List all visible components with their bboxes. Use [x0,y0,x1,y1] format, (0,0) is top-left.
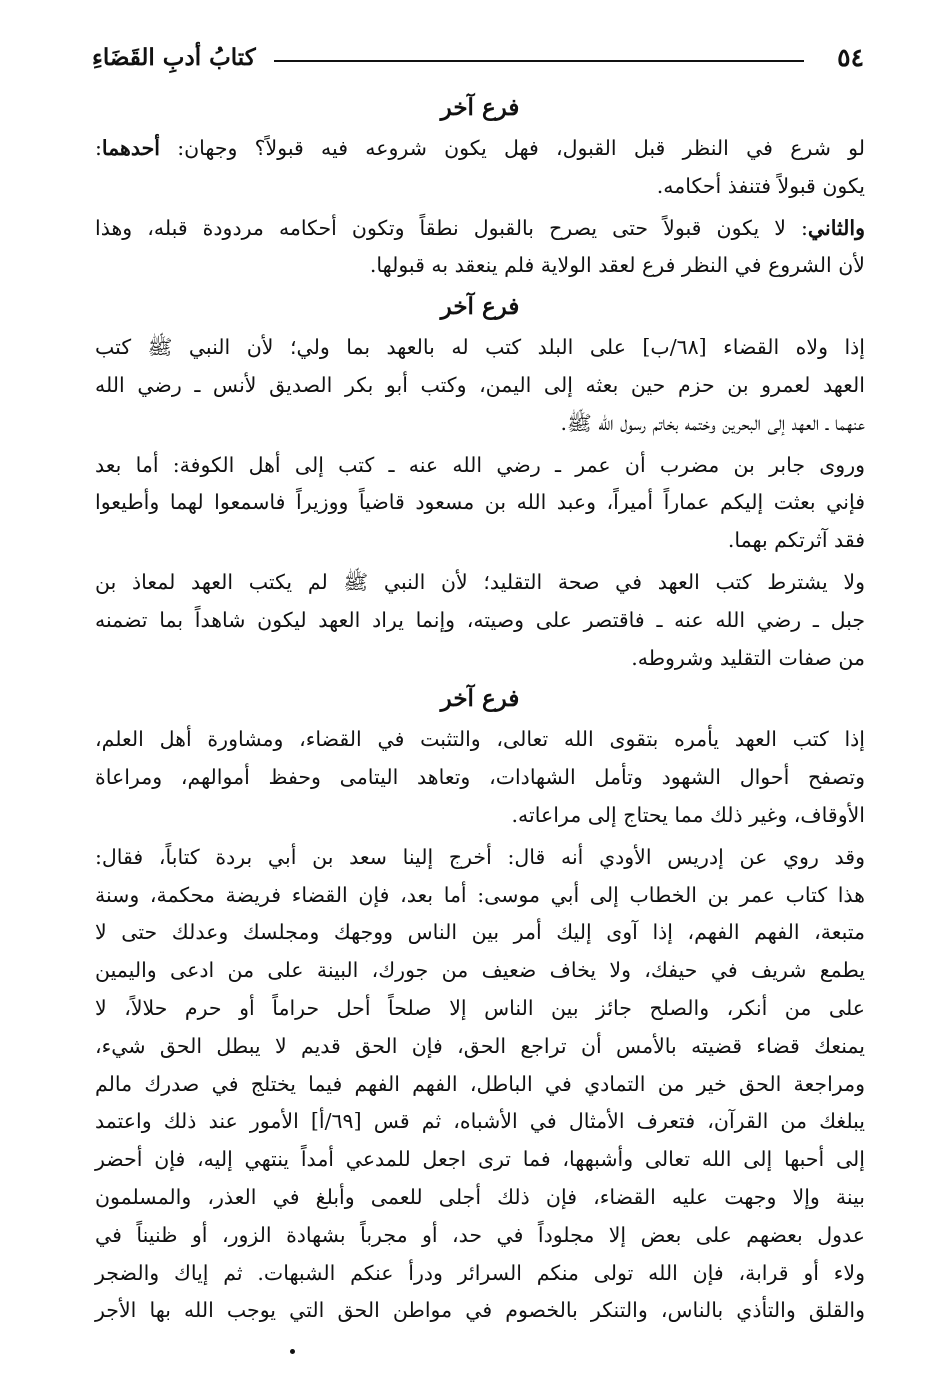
paragraph [95,130,865,206]
text-line [95,329,865,367]
text-run: فقد آثرتكم بهما. [727,528,865,553]
paragraph [95,564,865,677]
text-line [95,914,865,952]
text-line [95,1255,865,1293]
text-line [95,1028,865,1066]
text-run: ومراجعة الحق خير من التمادي في الباطل، الفهم الفهم فيما يختلج في صدرك مالم [95,1071,865,1096]
text-run: يبلغك من القرآن، فتعرف الأمثال في الأشباه، ثم قس [٦٩/أ] الأمور عند ذلك واعتمد [95,1109,865,1134]
text-run: ولاء أو قرابة، فإن الله تولى منكم السرائر ودرأ عنكم الشبهات. ثم إياك والضجر [95,1260,865,1285]
text-line [95,484,865,522]
text-run: وتصفح أحوال الشهود وتأمل الشهادات، وتعاهد اليتامى وحفظ أموالهم، ومراعاة [95,765,865,790]
text-line [95,797,865,835]
text-run: على من أنكر، والصلح جائز بين الناس إلا صلحاً أحل حراماً أو حرم حلالاً، لا [95,995,865,1020]
page-body [95,88,865,1334]
text-run: الأوقاف، وغير ذلك مما يحتاج إلى مراعاته. [511,802,865,827]
paragraph [95,447,865,560]
text-line [95,1103,865,1141]
paragraph [95,839,865,1330]
text-line [95,759,865,797]
text-run: متبعة، الفهم الفهم، إذا آوى إليك أمر بين الناس ووجهك ومجلسك وعدلك حتى لا [95,920,865,945]
text-line [95,247,865,285]
text-run: هذا كتاب عمر بن الخطاب إلى أبي موسى: أما بعد، فإن القضاء فريضة محكمة، وسنة [95,882,865,907]
text-line [95,1066,865,1104]
text-line [95,990,865,1028]
text-line [95,405,865,443]
text-run: إذا ولاه القضاء [٦٨/ب] على البلد كتب له بالعهد بما ولي؛ لأن النبي ﷺ كتب [95,335,865,360]
running-head [92,38,864,78]
text-run: العهد لعمرو بن حزم حين بعثه إلى اليمن، وكتب أبو بكر الصديق لأنس ـ رضي الله [95,372,865,397]
text-run: يكون قبولاً فتنفذ أحكامه. [656,173,865,198]
text-line [95,447,865,485]
text-line [95,522,865,560]
text-line [95,839,865,877]
text-line [95,168,865,206]
text-line [95,877,865,915]
text-run: إلى أحبها إلى الله تعالى وأشبهها، فما ترى اجعل للمدعي أمداً ينتهي إليه، فإن أحضر [95,1147,865,1172]
paragraph [95,721,865,834]
text-line [95,602,865,640]
text-line [95,367,865,405]
text-line [95,721,865,759]
text-run: : لا يكون قبولاً حتى يصرح بالقبول نطقاً وتكون أحكامه مردودة قبله، وهذا [95,215,808,240]
page-number: ٥٤ [837,43,864,72]
header-rule [274,60,804,62]
text-line [95,1217,865,1255]
book-title: كتابُ أدبِ القَضَاءِ [92,44,256,71]
text-run: يطمع شريف في حيفك، ولا يخاف ضعيف من جورك، البينة على من ادعى واليمين [95,958,865,983]
text-line [95,1141,865,1179]
text-run: من صفات التقليد وشروطه. [631,645,865,670]
text-run: إذا كتب العهد يأمره بتقوى الله تعالى، والتثبت في القضاء، ومشاورة أهل العلم، [95,727,865,752]
paragraph [95,210,865,286]
text-line [95,1292,865,1330]
text-run: لو شرع في النظر قبل القبول، فهل يكون شروعه فيه قبولاً؟ وجهان: [159,136,865,160]
text-run: بينة وإلا وجهت عليه القضاء، فإن ذلك أجلى للعمى وأبلغ في العذر، والمسلمون [95,1184,865,1209]
section-heading: فرع آخر [440,685,520,713]
section-heading: فرع آخر [440,94,520,121]
text-run: فإني بعثت إليكم عماراً أميراً، وعبد الله بن مسعود قاضياً ووزيراً فاسمعوا لهما وأطيعوا [95,490,865,515]
text-run: لأن الشروع في النظر فرع لعقد الولاية فلم ينعقد به قبولها. [369,253,865,278]
text-line [95,210,865,248]
text-line [95,564,865,602]
text-line [95,130,865,168]
text-run: يمنعك قضاء قضيته بالأمس أن تراجع الحق، فإن الحق قديم لا يبطل الحق شيء، [95,1033,865,1058]
text-run: : [95,136,102,160]
text-run: ولا يشترط كتب العهد في صحة التقليد؛ لأن النبي ﷺ لم يكتب العهد لمعاذ بن [95,569,865,594]
text-line [95,952,865,990]
text-run: والقلق والتأذي بالناس، والتنكر بالخصوم في مواطن الحق التي يوجب الله بها الأجر [95,1298,865,1323]
bold-term: أحدهما [101,136,160,160]
section-heading: فرع آخر [440,293,520,321]
bold-term: والثاني [807,215,865,240]
text-run: وروى جابر بن مضرب أن عمر ـ رضي الله عنه ـ كتب إلى أهل الكوفة: أما بعد [95,452,865,477]
text-run: عدول بعضهم على بعض إلا مجلوداً في حد، أو مجرباً بشهادة الزور، أو ظنيناً في [95,1222,865,1247]
text-line [95,640,865,678]
footer-mark [290,1349,295,1354]
text-line [95,1179,865,1217]
paragraph [95,329,865,442]
text-run: جبل ـ رضي الله عنه ـ فاقتصر على وصيته، وإنما يراد العهد ليكون شاهداً بما تضمنه [95,607,865,632]
text-run: وقد روي عن إدريس الأودي أنه قال: أخرج إلينا سعد بن أبي بردة كتاباً، فقال: [95,844,865,869]
text-run: عنهما ـ العهد إلى البحرين وختمه بخاتم رسول الله ﷺ. [560,410,865,435]
